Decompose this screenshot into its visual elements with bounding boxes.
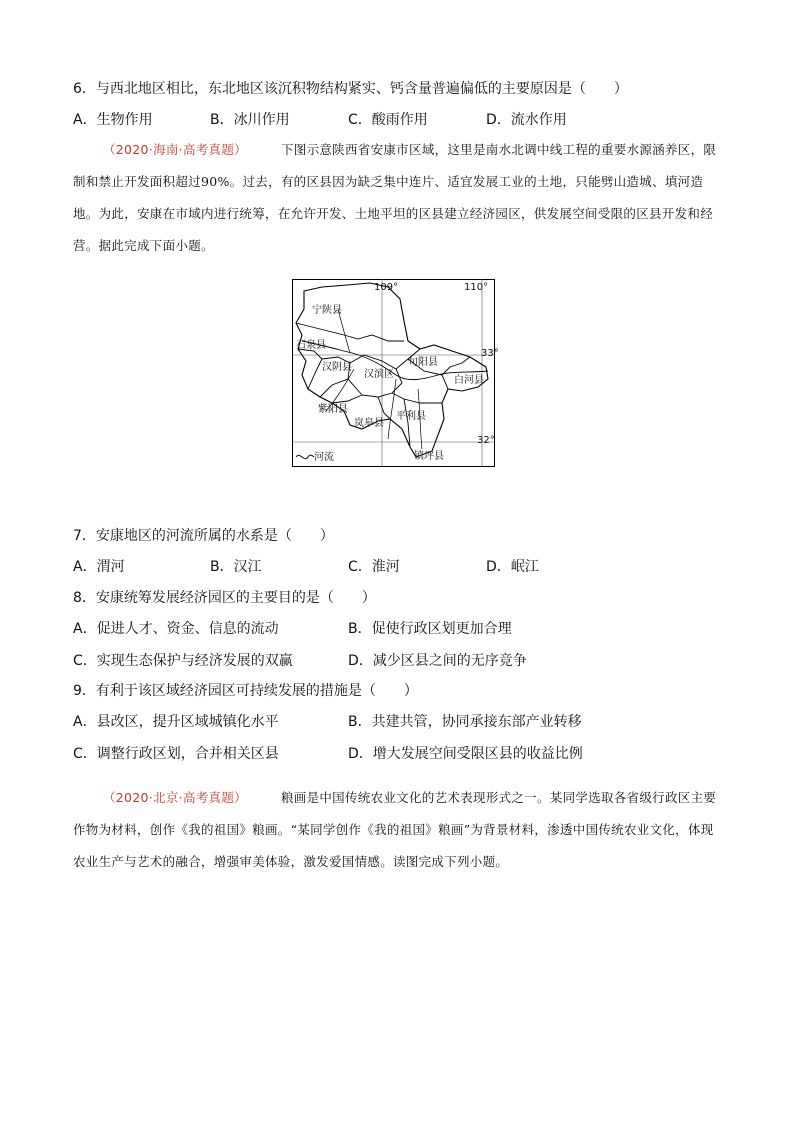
label-ningshan: 宁陕县 bbox=[312, 305, 342, 316]
label-pingli: 平利县 bbox=[396, 411, 426, 422]
q7-option-c: C．淮河 bbox=[348, 559, 400, 575]
q6-option-c: C．酸雨作用 bbox=[348, 112, 428, 128]
q6-option-b: B．冰川作用 bbox=[210, 112, 290, 128]
q7-option-b: B．汉江 bbox=[210, 559, 262, 575]
label-xunyang: 旬阳县 bbox=[408, 357, 438, 368]
q9-stem: 9．有利于该区域经济园区可持续发展的措施是（ ） bbox=[73, 683, 418, 699]
passage-1-text: 下图示意陕西省安康市区域，这里是南水北调中线工程的重要水源涵养区，限制和禁止开发面积超过90%。过去，有的区县因为缺乏集中连片、适宜发展工业的土地，只能劈山造城、填河造地。为此，安康在市域内进行统筹，在允许开发、土地平坦的区县建立经济园区，供发展空间受限的区县开发和经营。据此完成下面小题。 bbox=[73, 142, 717, 253]
q8-stem: 8．安康统筹发展经济园区的主要目的是（ ） bbox=[73, 590, 376, 606]
q6-option-a: A．生物作用 bbox=[73, 112, 153, 128]
q6-option-d: D．流水作用 bbox=[486, 112, 567, 128]
passage-2-source: （2020·北京·高考真题） bbox=[103, 790, 247, 805]
q9-option-c: C．调整行政区划，合并相关区县 bbox=[73, 746, 279, 762]
q6-stem: 6．与西北地区相比，东北地区该沉积物结构紧实、钙含量普遍偏低的主要原因是（ ） bbox=[73, 81, 628, 97]
q8-option-c: C．实现生态保护与经济发展的双赢 bbox=[73, 653, 293, 669]
q8-option-a: A．促进人才、资金、信息的流动 bbox=[73, 621, 279, 637]
passage-2-text: 粮画是中国传统农业文化的艺术表现形式之一。某同学选取各省级行政区主要作物为材料，创作《我的祖国》粮画。“某同学创作《我的祖国》粮画”为背景材料，渗透中国传统农业文化，体现农业生产与艺术的融合，增强审美体验，激发爱国情感。读图完成下列小题。 bbox=[73, 790, 717, 869]
q7-option-a: A．渭河 bbox=[73, 559, 125, 575]
q7-stem: 7．安康地区的河流所属的水系是（ ） bbox=[73, 528, 334, 544]
label-zhenping: 镇坪县 bbox=[414, 451, 444, 462]
label-lat-33: 33° bbox=[481, 348, 499, 359]
legend-river-label: 河流 bbox=[314, 452, 334, 463]
label-shiquan: 石泉县 bbox=[296, 340, 326, 351]
label-ziyang: 紫阳县 bbox=[318, 404, 348, 415]
label-baihe: 白河县 bbox=[454, 375, 484, 386]
label-lat-32: 32° bbox=[477, 435, 495, 446]
label-lon-110: 110° bbox=[464, 282, 489, 293]
q9-option-a: A．县改区，提升区域城镇化水平 bbox=[73, 714, 279, 730]
label-lon-109: 109° bbox=[374, 282, 399, 293]
ankang-map bbox=[292, 279, 499, 467]
q9-option-b: B．共建共管，协同承接东部产业转移 bbox=[348, 714, 582, 730]
q8-option-b: B．促使行政区划更加合理 bbox=[348, 621, 512, 637]
passage-1-source: （2020·海南·高考真题） bbox=[103, 142, 247, 157]
q8-option-d: D．减少区县之间的无序竞争 bbox=[348, 653, 527, 669]
q9-option-d: D．增大发展空间受限区县的收益比例 bbox=[348, 746, 583, 762]
passage-1 bbox=[73, 134, 723, 262]
label-langao: 岚皋县 bbox=[354, 418, 384, 429]
q7-option-d: D．岷江 bbox=[486, 559, 539, 575]
label-hanbin: 汉滨区 bbox=[364, 369, 394, 380]
label-hanyin: 汉阴县 bbox=[322, 362, 352, 373]
passage-2 bbox=[73, 782, 723, 878]
